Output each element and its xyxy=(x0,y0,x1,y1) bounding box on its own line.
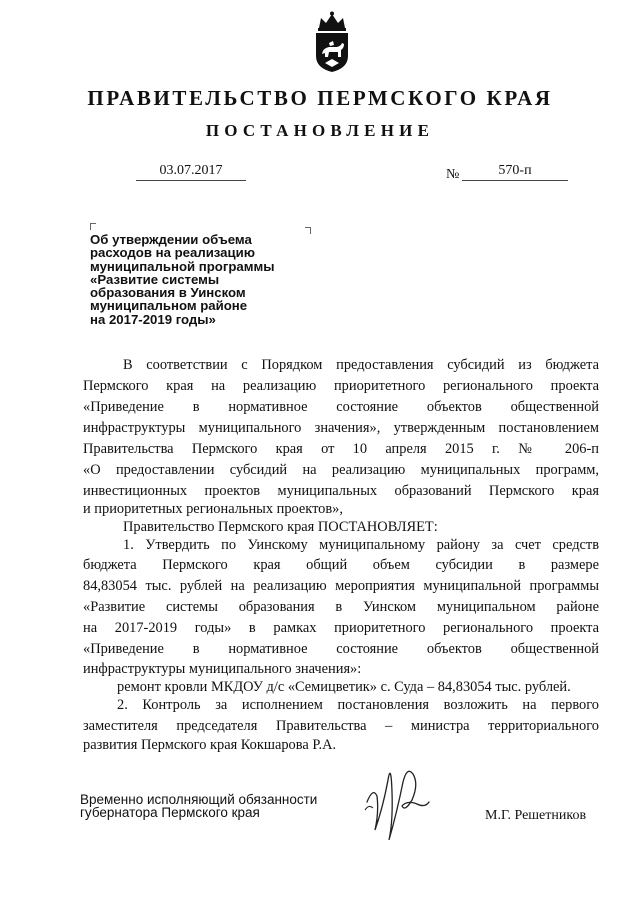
body-line: бюджета Пермского края общий объем субсидии в размере xyxy=(83,557,599,573)
subject-line: на 2017-2019 годы» xyxy=(90,311,216,327)
body-line: инфраструктуры муниципального значения», утвержденным постановлением xyxy=(83,420,599,436)
handwritten-signature xyxy=(355,752,445,852)
body-line: Пермского края на реализацию приоритетного регионального проекта xyxy=(83,378,599,394)
decree-date: 03.07.2017 xyxy=(136,163,246,181)
body-line: 84,83054 тыс. рублей на реализацию мероприятия муниципальной программы xyxy=(83,578,599,594)
body-line: инфраструктуры муниципального значения»: xyxy=(83,661,362,677)
body-line: заместителя председателя Правительства – министра территориального xyxy=(83,718,599,734)
body-line: Правительства Пермского края от 10 апреля 2015 г. № 206-п xyxy=(83,441,599,457)
decree-subject xyxy=(90,233,310,326)
signatory-position xyxy=(80,793,317,819)
body-line: развития Пермского края Кокшарова Р.А. xyxy=(83,737,337,753)
body-line: и приоритетных региональных проектов», xyxy=(83,501,343,517)
body-line-preamble: В соответствии с Порядком предоставления субсидий из бюджета xyxy=(123,357,599,373)
perm-krai-coat-of-arms-icon xyxy=(307,10,357,74)
decree-number: 570-п xyxy=(462,163,568,181)
position-line: губернатора Пермского края xyxy=(80,805,260,820)
body-line: «О предоставлении субсидий на реализацию муниципальных программ, xyxy=(83,462,599,478)
subject-line: «Развитие системы xyxy=(90,271,220,287)
body-line-item-1: 1. Утвердить по Уинскому муниципальному району за счет средств xyxy=(123,537,599,553)
body-line: инвестиционных проектов муниципальных образований Пермского края xyxy=(83,483,599,499)
subject-line: муниципальном районе xyxy=(90,298,248,314)
body-line-repair: ремонт кровли МКДОУ д/с «Семицветик» с. Суда – 84,83054 тыс. рублей. xyxy=(117,679,571,695)
number-label: № xyxy=(446,167,460,182)
subject-line: муниципальной программы xyxy=(90,258,275,274)
subject-line: Об утверждении объема xyxy=(90,232,252,247)
signatory-name: М.Г. Решетников xyxy=(485,808,587,823)
position-line: Временно исполняющий обязанности xyxy=(80,792,318,807)
body-line-item-2: 2. Контроль за исполнением постановления возложить на первого xyxy=(117,697,599,713)
body-line: «Развитие системы образования в Уинском муниципальном районе xyxy=(83,599,599,615)
body-line: «Приведение в нормативное состояние объектов общественной xyxy=(83,641,599,657)
subject-line: образования в Уинском xyxy=(90,285,246,301)
body-line-resolves: Правительство Пермского края ПОСТАНОВЛЯЕТ: xyxy=(123,519,438,535)
subject-line: расходов на реализацию xyxy=(90,245,255,261)
body-line: «Приведение в нормативное состояние объектов общественной xyxy=(83,399,599,415)
government-title: ПРАВИТЕЛЬСТВО ПЕРМСКОГО КРАЯ xyxy=(87,86,553,110)
body-line: на 2017-2019 годы» в рамках приоритетного регионального проекта xyxy=(83,620,599,636)
document-type-title: ПОСТАНОВЛЕНИЕ xyxy=(205,121,435,140)
subject-corner-mark-left xyxy=(90,223,96,230)
